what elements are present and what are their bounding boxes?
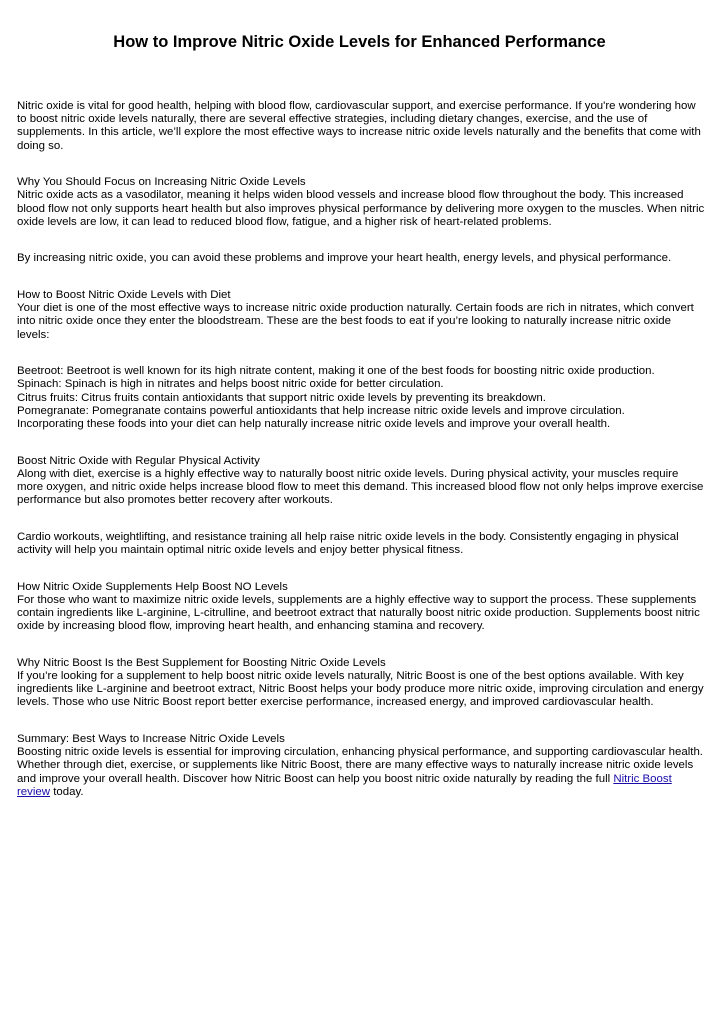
section-heading-exercise: Boost Nitric Oxide with Regular Physical Activity bbox=[17, 454, 260, 467]
section-text-why: Nitric oxide acts as a vasodilator, meaning it helps widen blood vessels and increase blood flow throughout the body. This increased blood flow not only supports heart health but also improves physical performance by delivering more oxygen to the muscles. When nitric oxide levels are low, it can lead to reduced blood flow, fatigue, and a higher risk of heart-related problems. bbox=[17, 189, 705, 228]
food-item-citrus: Citrus fruits: Citrus fruits contain antioxidants that support nitric oxide levels by preventing its breakdown. bbox=[17, 391, 546, 404]
section-heading-why: Why You Should Focus on Increasing Nitric Oxide Levels bbox=[17, 176, 306, 189]
summary-text-before-link: Boosting nitric oxide levels is essential for improving circulation, enhancing physical performance, and supporting cardiovascular health. Whether through diet, exercise, or supplements like Nitric Boost, there are many effective ways to naturally increase nitric oxide levels and improve your overall health. Discover how Nitric Boost can help you boost nitric oxide naturally by reading the full bbox=[17, 746, 703, 785]
section-nitric-boost bbox=[17, 657, 705, 710]
food-item-pomegranate: Pomegranate: Pomegranate contains powerful antioxidants that help increase nitric oxide levels and improve circulation. bbox=[17, 404, 625, 417]
section-diet bbox=[17, 289, 705, 342]
section-text-summary bbox=[17, 746, 705, 799]
section-text-supplements: For those who want to maximize nitric oxide levels, supplements are a highly effective way to support the process. These supplements contain ingredients like L-arginine, L-citrulline, and beetroot extract that naturally boost nitric oxide production. Supplements boost nitric oxide by increasing blood flow, improving heart health, and enhancing stamina and recovery. bbox=[17, 593, 700, 633]
foods-summary: Incorporating these foods into your diet can help naturally increase nitric oxide levels and improve your overall health. bbox=[17, 418, 611, 431]
section-supplements bbox=[17, 581, 705, 634]
section-exercise bbox=[17, 455, 705, 508]
avoid-block bbox=[17, 252, 705, 265]
section-text-diet: Your diet is one of the most effective ways to increase nitric oxide production naturally. Certain foods are rich in nitrates, which convert into nitric oxide once they enter the bloodstream. These are the best foods to eat if you’re looking to naturally increase nitric oxide levels: bbox=[17, 302, 694, 341]
foods-block bbox=[17, 365, 705, 431]
nitric-boost-review-link[interactable]: Nitric Boost review bbox=[17, 772, 672, 798]
section-heading-supplements: How Nitric Oxide Supplements Help Boost NO Levels bbox=[17, 580, 288, 593]
intro-paragraph: Nitric oxide is vital for good health, helping with blood flow, cardiovascular support, and exercise performance. If you're wondering how to boost nitric oxide levels naturally, there are several effective strategies, including dietary changes, exercise, and the use of supplements. In this article, we’ll explore the most effective ways to increase nitric oxide levels naturally and the benefits that come with doing so. bbox=[17, 100, 701, 152]
section-heading-nitric-boost: Why Nitric Boost Is the Best Supplement for Boosting Nitric Oxide Levels bbox=[17, 656, 386, 669]
intro-block bbox=[17, 100, 705, 153]
cardio-block bbox=[17, 531, 705, 557]
section-text-exercise: Along with diet, exercise is a highly effective way to naturally boost nitric oxide levels. During physical activity, your muscles require more oxygen, and nitric oxide helps increase blood flow to meet this demand. This increased blood flow not only helps improve exercise performance but also promotes better recovery after workouts. bbox=[17, 467, 704, 507]
page-title: How to Improve Nitric Oxide Levels for Enhanced Performance bbox=[113, 33, 606, 51]
food-item-spinach: Spinach: Spinach is high in nitrates and helps boost nitric oxide for better circulation. bbox=[17, 378, 444, 391]
section-heading-summary: Summary: Best Ways to Increase Nitric Oxide Levels bbox=[17, 733, 285, 746]
cardio-paragraph: Cardio workouts, weightlifting, and resistance training all help raise nitric oxide levels in the body. Consistently engaging in physical activity will help you maintain optimal nitric oxide levels and enjoy better physical fitness. bbox=[17, 530, 679, 557]
summary-text-after-link: today. bbox=[50, 785, 84, 798]
avoid-paragraph: By increasing nitric oxide, you can avoid these problems and improve your heart health, energy levels, and physical performance. bbox=[17, 252, 672, 265]
section-summary bbox=[17, 733, 705, 799]
section-text-nitric-boost: If you’re looking for a supplement to help boost nitric oxide levels naturally, Nitric Boost is one of the best options available. With key ingredients like L-arginine and beetroot extract, Nitric Boost helps your body produce more nitric oxide, improving circulation and energy levels. Those who use Nitric Boost report better exercise performance, increased energy, and improved cardiovascular health. bbox=[17, 670, 704, 709]
section-heading-diet: How to Boost Nitric Oxide Levels with Diet bbox=[17, 289, 231, 301]
food-item-beetroot: Beetroot: Beetroot is well known for its high nitrate content, making it one of the best foods for boosting nitric oxide production. bbox=[17, 365, 655, 378]
section-why bbox=[17, 176, 705, 229]
document-body bbox=[17, 100, 705, 822]
